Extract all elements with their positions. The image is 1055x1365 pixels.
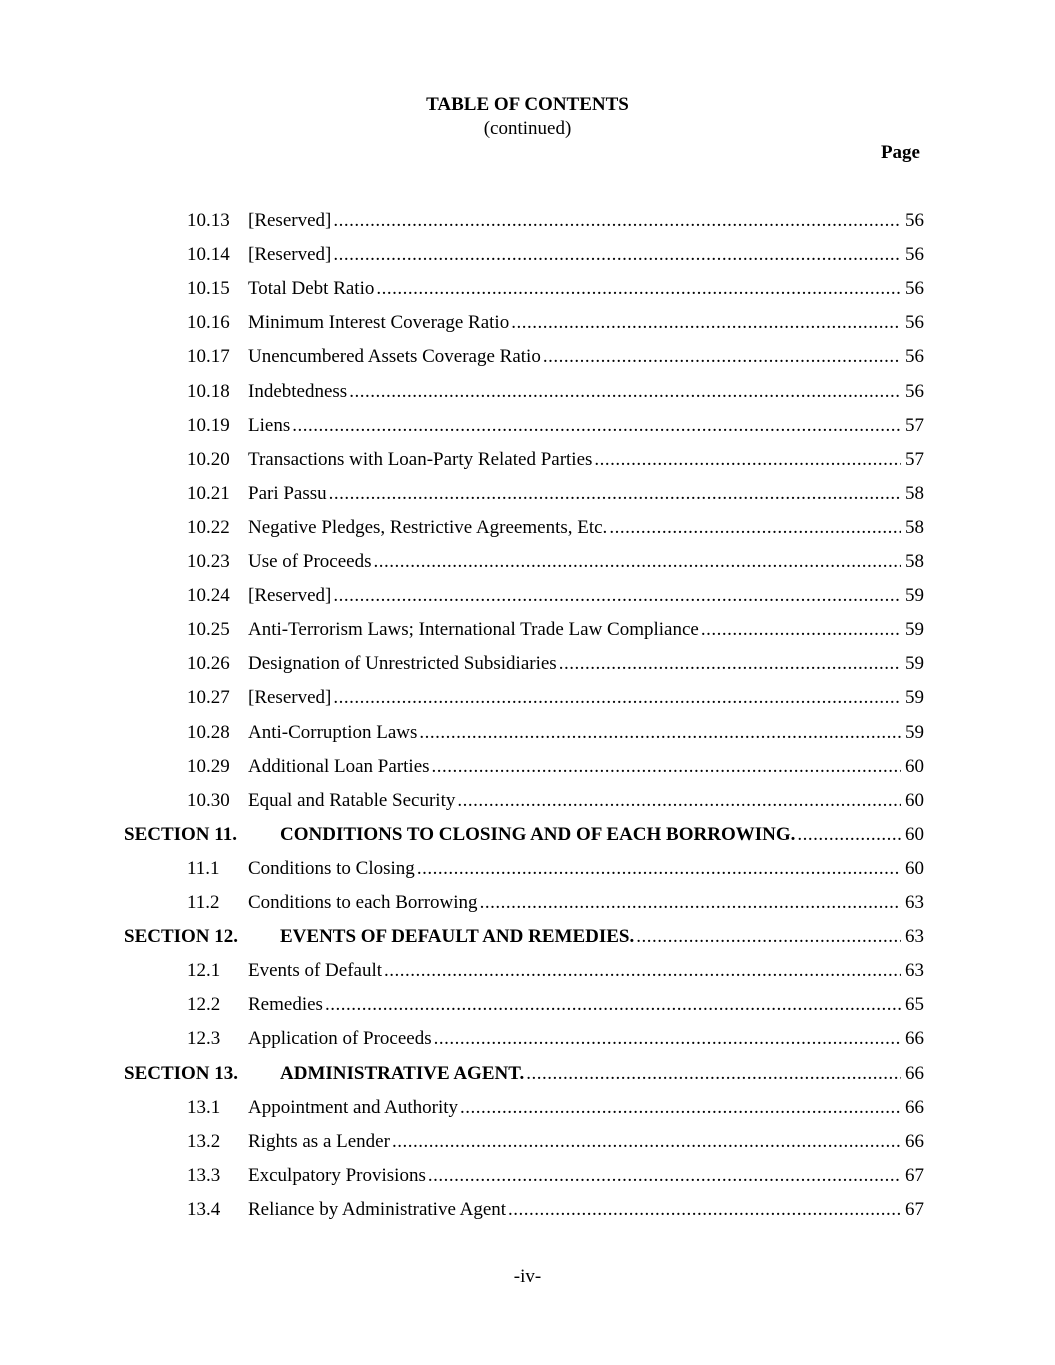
toc-page-number: 66: [905, 1028, 924, 1050]
toc-entry-line: [248, 722, 924, 744]
toc-page-number: 59: [905, 687, 924, 709]
toc-entry-number: 10.18: [187, 380, 230, 402]
toc-section-row: [0, 920, 1055, 954]
toc-entry-row: [0, 1022, 1055, 1056]
toc-entry-number: 12.2: [187, 994, 221, 1016]
dot-leader: [325, 994, 901, 1016]
toc-section-title: CONDITIONS TO CLOSING AND OF EACH BORROWING.: [280, 823, 796, 845]
dot-leader: [559, 653, 901, 675]
dot-leader: [457, 790, 901, 812]
toc-entry-line: [248, 1199, 924, 1221]
dot-leader: [460, 1097, 901, 1119]
toc-entry-number: 10.15: [187, 278, 230, 300]
toc-entry-line: [248, 381, 924, 403]
dot-leader: [333, 687, 901, 709]
toc-entry-title: Liens: [248, 414, 291, 436]
dot-leader: [432, 756, 901, 778]
toc-page-number: 59: [905, 585, 924, 607]
toc-entry-number: 13.3: [187, 1164, 221, 1186]
dot-leader: [384, 960, 901, 982]
toc-entry-line: [248, 994, 924, 1016]
toc-entry-row: [0, 613, 1055, 647]
toc-entry-row: [0, 716, 1055, 750]
dot-leader: [349, 381, 901, 403]
toc-entry-title: Unencumbered Assets Coverage Ratio: [248, 346, 541, 368]
toc-entry-line: [248, 278, 924, 300]
toc-entry-row: [0, 477, 1055, 511]
toc-page-number: 58: [905, 516, 924, 538]
toc-entry-line: [248, 517, 924, 539]
toc-entry-title: Transactions with Loan-Party Related Parties: [248, 448, 593, 470]
toc-entry-title: Rights as a Lender: [248, 1130, 390, 1152]
toc-section-row: [0, 1057, 1055, 1091]
dot-leader: [526, 1063, 901, 1085]
toc-entry-title: Anti-Corruption Laws: [248, 721, 418, 743]
dot-leader: [392, 1131, 901, 1153]
toc-entry-number: 11.1: [187, 857, 220, 879]
dot-leader: [594, 449, 901, 471]
dot-leader: [701, 619, 901, 641]
toc-page-number: 66: [905, 1130, 924, 1152]
toc-page-number: 58: [905, 482, 924, 504]
toc-entry-row: [0, 272, 1055, 306]
toc-entry-line: [280, 926, 924, 948]
toc-entry-title: Events of Default: [248, 960, 383, 982]
toc-entry-title: [Reserved]: [248, 687, 332, 709]
toc-entry-line: [248, 687, 924, 709]
toc-entry-row: [0, 1159, 1055, 1193]
toc-entry-title: Conditions to each Borrowing: [248, 892, 478, 913]
toc-entry-title: Exculpatory Provisions: [248, 1164, 426, 1186]
toc-page-number: 56: [905, 210, 924, 231]
toc-entry-number: 10.25: [187, 619, 230, 641]
toc-section-row: [0, 818, 1055, 852]
toc-entry-row: [0, 750, 1055, 784]
toc-page-number: 59: [905, 619, 924, 641]
toc-entry-title: Designation of Unrestricted Subsidiaries: [248, 653, 557, 675]
toc-entry-number: 10.30: [187, 789, 230, 811]
toc-entry-line: [248, 551, 924, 573]
toc-entry-number: 10.13: [187, 210, 230, 231]
toc-entry-row: [0, 954, 1055, 988]
toc-entry-row: [0, 1125, 1055, 1159]
dot-leader: [480, 892, 901, 914]
toc-page-number: 59: [905, 721, 924, 743]
toc-page-number: 57: [905, 414, 924, 436]
dot-leader: [419, 722, 901, 744]
toc-entry-line: [248, 756, 924, 778]
toc-entry-row: [0, 306, 1055, 340]
toc-entry-number: 10.29: [187, 755, 230, 777]
toc-entry-line: [280, 1063, 924, 1085]
toc-entry-row: [0, 545, 1055, 579]
toc-entry-number: 10.20: [187, 448, 230, 470]
toc-page-number: 60: [905, 857, 924, 879]
toc-entry-line: [248, 892, 924, 914]
toc-entry-title: Negative Pledges, Restrictive Agreements, Etc.: [248, 516, 608, 538]
toc-entry-number: 13.4: [187, 1198, 221, 1220]
dot-leader: [543, 346, 901, 368]
dot-leader: [333, 585, 901, 607]
toc-entry-title: Conditions to Closing: [248, 857, 415, 879]
toc-entry-number: 11.2: [187, 892, 220, 913]
toc-page-number: 66: [905, 1062, 924, 1084]
toc-page-number: 59: [905, 653, 924, 675]
dot-leader: [797, 824, 901, 846]
toc-entry-line: [248, 415, 924, 437]
toc-page-number: 56: [905, 380, 924, 402]
toc-page-number: 66: [905, 1096, 924, 1118]
toc-entry-title: Pari Passu: [248, 482, 327, 504]
toc-entry-line: [248, 312, 924, 334]
toc-entry-title: Anti-Terrorism Laws; International Trade Law Compliance: [248, 619, 699, 641]
toc-entry-number: 10.17: [187, 346, 230, 368]
toc-page-number: 65: [905, 994, 924, 1016]
toc-entry-line: [248, 244, 924, 266]
toc-entry-line: [248, 1131, 924, 1153]
toc-entry-number: 13.1: [187, 1096, 221, 1118]
toc-entry-number: 10.27: [187, 687, 230, 709]
toc-entry-row: [0, 681, 1055, 715]
toc-page-number: 67: [905, 1164, 924, 1186]
toc-entry-number: 10.22: [187, 516, 230, 538]
toc-entry-row: [0, 647, 1055, 681]
toc-entry-title: [Reserved]: [248, 244, 332, 266]
toc-entry-number: 10.14: [187, 244, 230, 266]
toc-page-number: 60: [905, 823, 924, 845]
toc-section-title: ADMINISTRATIVE AGENT.: [280, 1062, 525, 1084]
toc-entry-number: 10.23: [187, 551, 230, 572]
toc-entry-title: Additional Loan Parties: [248, 755, 430, 777]
toc-entry-row: [0, 375, 1055, 409]
toc-entry-line: [248, 1097, 924, 1119]
toc-page-number: 56: [905, 244, 924, 266]
toc-entry-row: [0, 852, 1055, 886]
dot-leader: [417, 858, 901, 880]
toc-entry-title: [Reserved]: [248, 210, 332, 231]
dot-leader: [292, 415, 901, 437]
toc-page-number: 56: [905, 346, 924, 368]
toc-entry-line: [248, 1028, 924, 1050]
toc-entry-line: [248, 653, 924, 675]
toc-entry-row: [0, 511, 1055, 545]
toc-entry-line: [248, 346, 924, 368]
dot-leader: [511, 312, 901, 334]
dot-leader: [508, 1199, 901, 1221]
toc-entry-title: Total Debt Ratio: [248, 278, 375, 300]
toc-section-number: SECTION 12.: [124, 926, 239, 948]
dot-leader: [373, 551, 901, 573]
toc-entry-line: [248, 619, 924, 641]
toc-entry-line: [248, 790, 924, 812]
toc-entry-title: Use of Proceeds: [248, 551, 372, 572]
toc-page-number: 63: [905, 892, 924, 913]
page-number-footer: -iv-: [513, 1266, 542, 1287]
toc-section-number: SECTION 13.: [124, 1062, 239, 1084]
toc-page-number: 56: [905, 312, 924, 334]
toc-entry-number: 12.1: [187, 960, 221, 982]
toc-entry-title: Application of Proceeds: [248, 1028, 432, 1050]
toc-entry-number: 13.2: [187, 1130, 221, 1152]
toc-page-number: 57: [905, 448, 924, 470]
dot-leader: [609, 517, 901, 539]
toc-entry-row: [0, 784, 1055, 818]
toc-entry-title: Indebtedness: [248, 380, 348, 402]
toc-entry-title: Equal and Ratable Security: [248, 789, 456, 811]
toc-entry-row: [0, 340, 1055, 374]
toc-page-number: 56: [905, 278, 924, 300]
toc-entry-line: [248, 960, 924, 982]
toc-entry-row: [0, 988, 1055, 1022]
dot-leader: [434, 1028, 901, 1050]
toc-entry-line: [248, 585, 924, 607]
toc-entry-title: Appointment and Authority: [248, 1096, 459, 1118]
toc-section-number: SECTION 11.: [124, 823, 237, 845]
toc-entry-number: 10.28: [187, 721, 230, 743]
toc-entry-row: [0, 1091, 1055, 1125]
toc-entry-number: 10.19: [187, 414, 230, 436]
toc-entry-number: 10.24: [187, 585, 230, 607]
dot-leader: [636, 926, 901, 948]
toc-entry-row: [0, 443, 1055, 477]
toc-entry-title: Reliance by Administrative Agent: [248, 1198, 507, 1220]
toc-entry-row: [0, 886, 1055, 920]
toc-entry-line: [248, 210, 924, 232]
toc-entry-title: Minimum Interest Coverage Ratio: [248, 312, 510, 334]
dot-leader: [333, 210, 901, 232]
toc-entry-row: [0, 579, 1055, 613]
toc-entry-line: [248, 858, 924, 880]
toc-entry-row: [0, 1193, 1055, 1227]
toc-page-number: 58: [905, 551, 924, 572]
toc-entry-line: [248, 1165, 924, 1187]
toc-entry-line: [280, 824, 924, 846]
toc-page-number: 63: [905, 926, 924, 948]
toc-entry-line: [248, 483, 924, 505]
toc-page-number: 60: [905, 755, 924, 777]
toc-entry-number: 10.21: [187, 482, 230, 504]
toc-page-number: 60: [905, 789, 924, 811]
toc-page-number: 67: [905, 1198, 924, 1220]
page-column-header: Page: [880, 142, 920, 163]
toc-title: TABLE OF CONTENTS: [426, 94, 629, 115]
toc-section-title: EVENTS OF DEFAULT AND REMEDIES.: [280, 926, 635, 948]
dot-leader: [376, 278, 901, 300]
dot-leader: [428, 1165, 901, 1187]
toc-entry-row: [0, 238, 1055, 272]
toc-entry-number: 10.16: [187, 312, 230, 334]
toc-entry-line: [248, 449, 924, 471]
toc-entry-row: [0, 204, 1055, 238]
toc-entry-row: [0, 409, 1055, 443]
toc-page-number: 63: [905, 960, 924, 982]
dot-leader: [329, 483, 901, 505]
dot-leader: [333, 244, 901, 266]
toc-entry-title: Remedies: [248, 994, 323, 1016]
toc-entry-number: 12.3: [187, 1028, 221, 1050]
toc-entry-title: [Reserved]: [248, 585, 332, 607]
toc-entry-number: 10.26: [187, 653, 230, 675]
toc-subtitle: (continued): [483, 118, 572, 139]
